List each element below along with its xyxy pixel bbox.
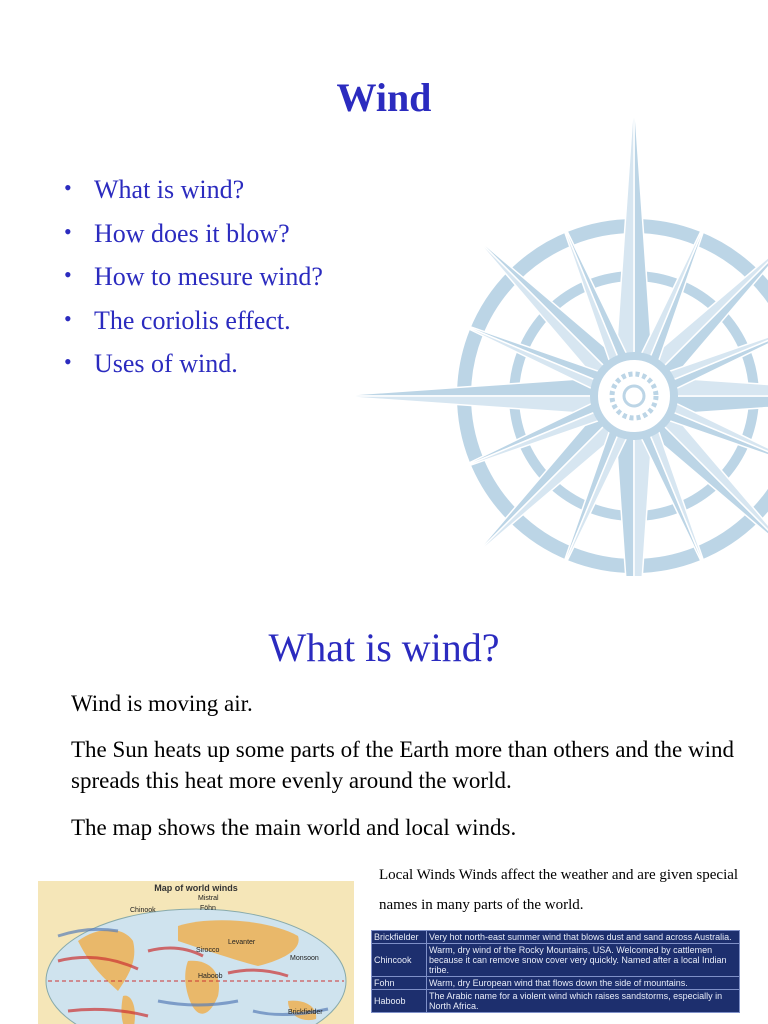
- wind-description: Very hot north-east summer wind that blows dust and sand across Australia.: [427, 931, 740, 944]
- table-row: [372, 990, 740, 1013]
- map-label: Monsoon: [290, 955, 319, 962]
- topic-item: • What is wind?: [64, 170, 323, 214]
- topic-list: [64, 170, 323, 388]
- wind-name: Chincook: [372, 944, 427, 977]
- topic-item: • Uses of wind.: [64, 344, 323, 388]
- wind-description: Warm, dry European wind that flows down the side of mountains.: [427, 977, 740, 990]
- bullet-icon: •: [64, 218, 72, 244]
- slide-2-title: What is wind?: [268, 625, 500, 670]
- table-row: [372, 944, 740, 977]
- paragraph: The Sun heats up some parts of the Earth more than others and the wind spreads this heat more evenly around the world.: [71, 737, 735, 793]
- map-label: Mistral: [198, 895, 219, 902]
- map-label: Haboob: [198, 973, 223, 980]
- wind-name: Fohn: [372, 977, 427, 990]
- paragraph: Wind is moving air.: [71, 691, 253, 716]
- slide-1-title: Wind: [336, 75, 432, 120]
- map-label: Föhn: [200, 905, 216, 912]
- topic-item: • How to mesure wind?: [64, 257, 323, 301]
- paragraph: The map shows the main world and local winds.: [71, 815, 517, 840]
- wind-name: Haboob: [372, 990, 427, 1013]
- local-winds-text: Local Winds Winds affect the weather and are given special names in many parts of the world.: [379, 867, 739, 913]
- local-winds-table: [371, 930, 740, 1013]
- wind-description: Warm, dry wind of the Rocky Mountains, USA. Welcomed by cattlemen because it can remove snow cover very quickly. Named after a local Indian tribe.: [427, 944, 740, 977]
- map-label: Sirocco: [196, 947, 220, 954]
- bullet-icon: •: [64, 262, 72, 287]
- wind-description: The Arabic name for a violent wind which raises sandstorms, especially in North Africa.: [427, 990, 740, 1013]
- map-label: Levanter: [228, 939, 256, 946]
- compass-rose-icon: [318, 100, 768, 576]
- bullet-icon: •: [64, 349, 72, 374]
- wind-name: Brickfielder: [372, 931, 427, 944]
- bullet-icon: •: [64, 305, 72, 331]
- map-title: Map of world winds: [154, 883, 238, 893]
- map-label: Brickfielder: [288, 1009, 323, 1016]
- table-row: [372, 931, 740, 944]
- map-label: Chinook: [130, 907, 156, 914]
- bullet-icon: •: [64, 175, 72, 200]
- world-winds-map: [38, 881, 354, 1024]
- topic-item: • The coriolis effect.: [64, 301, 323, 345]
- slide-2: [0, 576, 768, 1024]
- table-row: [372, 977, 740, 990]
- topic-item: • How does it blow?: [64, 214, 323, 258]
